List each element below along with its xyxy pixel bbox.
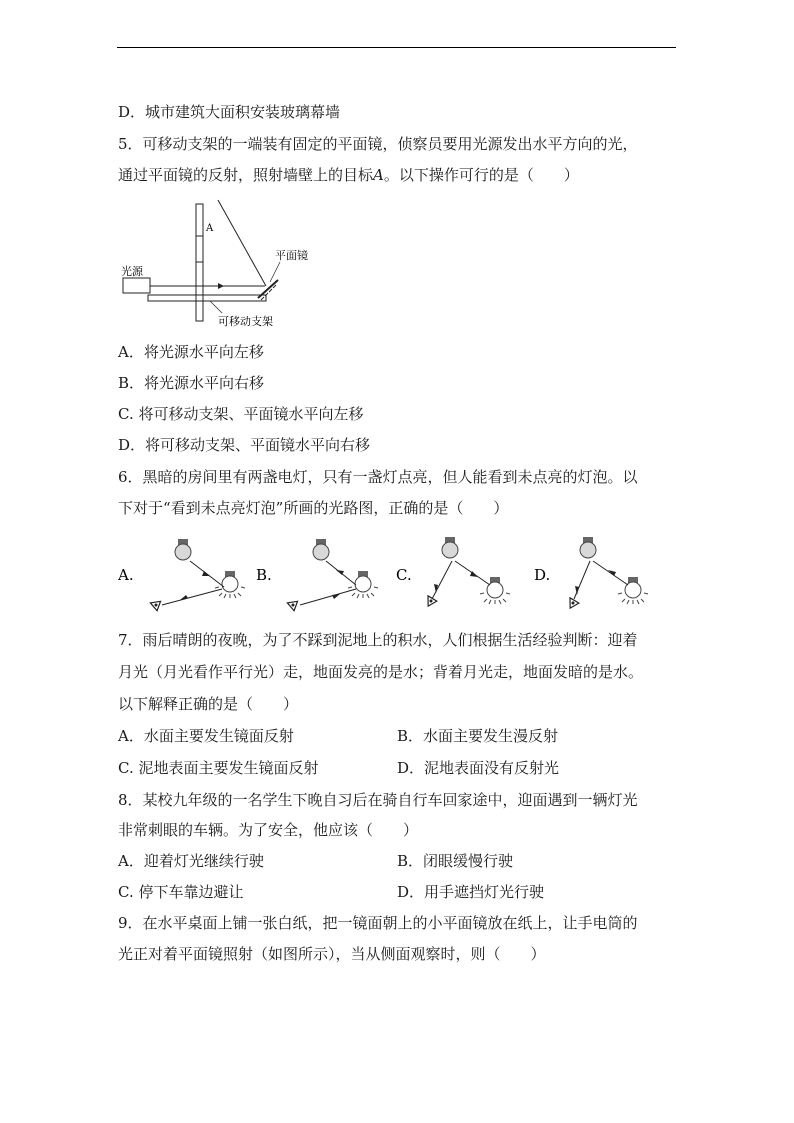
lit-bulb [348, 571, 378, 598]
unlit-bulb [175, 539, 191, 560]
q8-option-c: C. 停下车靠边避让 [118, 883, 244, 901]
eye [566, 595, 579, 608]
q6-stem-line1: 6．黑暗的房间里有两盏电灯，只有一盏灯点亮，但人能看到未点亮的灯泡。以 [118, 468, 638, 486]
light-ray [162, 589, 222, 605]
ray-arrow [218, 283, 224, 289]
q5-option-b: B．将光源水平向右移 [118, 374, 265, 392]
eye [424, 593, 437, 606]
q5-stem-text: 通过平面镜的反射，照射墙壁上的目标 [118, 166, 374, 184]
q7-stem-line2: 月光（月光看作平行光）走，地面发亮的是水；背着月光走，地面发暗的是水。 [118, 663, 644, 681]
q9-stem-line2: 光正对着平面镜照射（如图所示），当从侧面观察时，则（ ） [118, 945, 546, 963]
q6-diagram-d [566, 537, 648, 608]
q5-stem-end: 。以下操作可行的是（ ） [383, 166, 579, 184]
header-rule [117, 47, 676, 48]
q6-option-b-label: B. [256, 566, 272, 584]
light-ray [574, 561, 590, 599]
q7-option-a: A．水面主要发生镜面反射 [118, 727, 294, 745]
q9-stem-line1: 9．在水平桌面上铺一张白纸，把一镜面朝上的小平面镜放在纸上，让手电筒的 [118, 914, 638, 932]
mirror-hatch [269, 289, 272, 292]
q7-stem-line1: 7．雨后晴朗的夜晚，为了不踩到泥地上的积水，人们根据生活经验判断：迎着 [118, 631, 638, 649]
movable-bracket [148, 295, 266, 301]
q5-stem-line2 [118, 165, 579, 185]
light-source-box [123, 278, 150, 293]
q6-figure [118, 533, 658, 615]
q5-option-c: C. 将可移动支架、平面镜水平向左移 [118, 405, 364, 423]
q7-option-c: C. 泥地表面主要发生镜面反射 [118, 759, 319, 777]
bracket-leader [210, 301, 222, 313]
q7-stem-line3: 以下解释正确的是（ ） [118, 695, 299, 713]
ray-arrow [608, 570, 616, 576]
mirror-hatch [273, 285, 276, 288]
light-ray [593, 561, 628, 585]
q6-stem-line2: 下对于“看到未点亮灯泡”所画的光路图，正确的是（ ） [118, 499, 509, 517]
q5-target-symbol: A [373, 166, 384, 184]
q6-option-d-label: D. [534, 566, 551, 584]
q5-figure [118, 198, 338, 333]
unlit-bulb [580, 537, 596, 558]
q6-option-a-label: A. [118, 566, 134, 584]
mirror-leader [270, 262, 280, 282]
q6-diagram-a [149, 539, 245, 611]
ray-arrow [202, 571, 210, 576]
q4-option-d: D．城市建筑大面积安装玻璃幕墙 [118, 103, 341, 121]
bracket-label: 可移动支架 [218, 315, 273, 328]
lit-bulb [215, 571, 245, 598]
q8-option-d: D．用手遮挡灯光行驶 [397, 883, 545, 901]
reflected-ray [218, 200, 266, 286]
q8-option-b: B．闭眼缓慢行驶 [397, 852, 514, 870]
q8-option-a: A．迎着灯光继续行驶 [118, 852, 264, 870]
q6-diagram-b [286, 539, 378, 611]
eye [149, 598, 161, 610]
target-label: A [206, 223, 214, 234]
q8-stem-line1: 8．某校九年级的一名学生下晚自习后在骑自行车回家途中，迎面遇到一辆灯光 [118, 791, 638, 809]
q5-stem-line1: 5．可移动支架的一端装有固定的平面镜，侦察员要用光源发出水平方向的光， [118, 135, 638, 153]
ray-arrow [332, 594, 340, 599]
q5-option-d: D．将可移动支架、平面镜水平向右移 [118, 436, 371, 454]
mirror-hatch [261, 297, 264, 300]
eye [286, 598, 298, 610]
mirror-label: 平面镜 [275, 249, 308, 262]
light-ray [432, 561, 452, 599]
unlit-bulb [313, 539, 329, 560]
q7-option-d: D．泥地表面没有反射光 [397, 759, 560, 777]
ray-arrow [575, 586, 579, 595]
q7-option-b: B．水面主要发生漫反射 [397, 727, 559, 745]
plane-mirror [258, 280, 278, 298]
q6-diagram-c [424, 537, 510, 606]
light-source-label: 光源 [121, 265, 143, 278]
q6-option-c-label: C. [396, 566, 412, 584]
light-ray [300, 589, 356, 605]
unlit-bulb [442, 537, 458, 558]
q8-stem-line2: 非常刺眼的车辆。为了安全，他应该（ ） [118, 821, 419, 839]
q5-option-a: A．将光源水平向左移 [118, 343, 264, 361]
